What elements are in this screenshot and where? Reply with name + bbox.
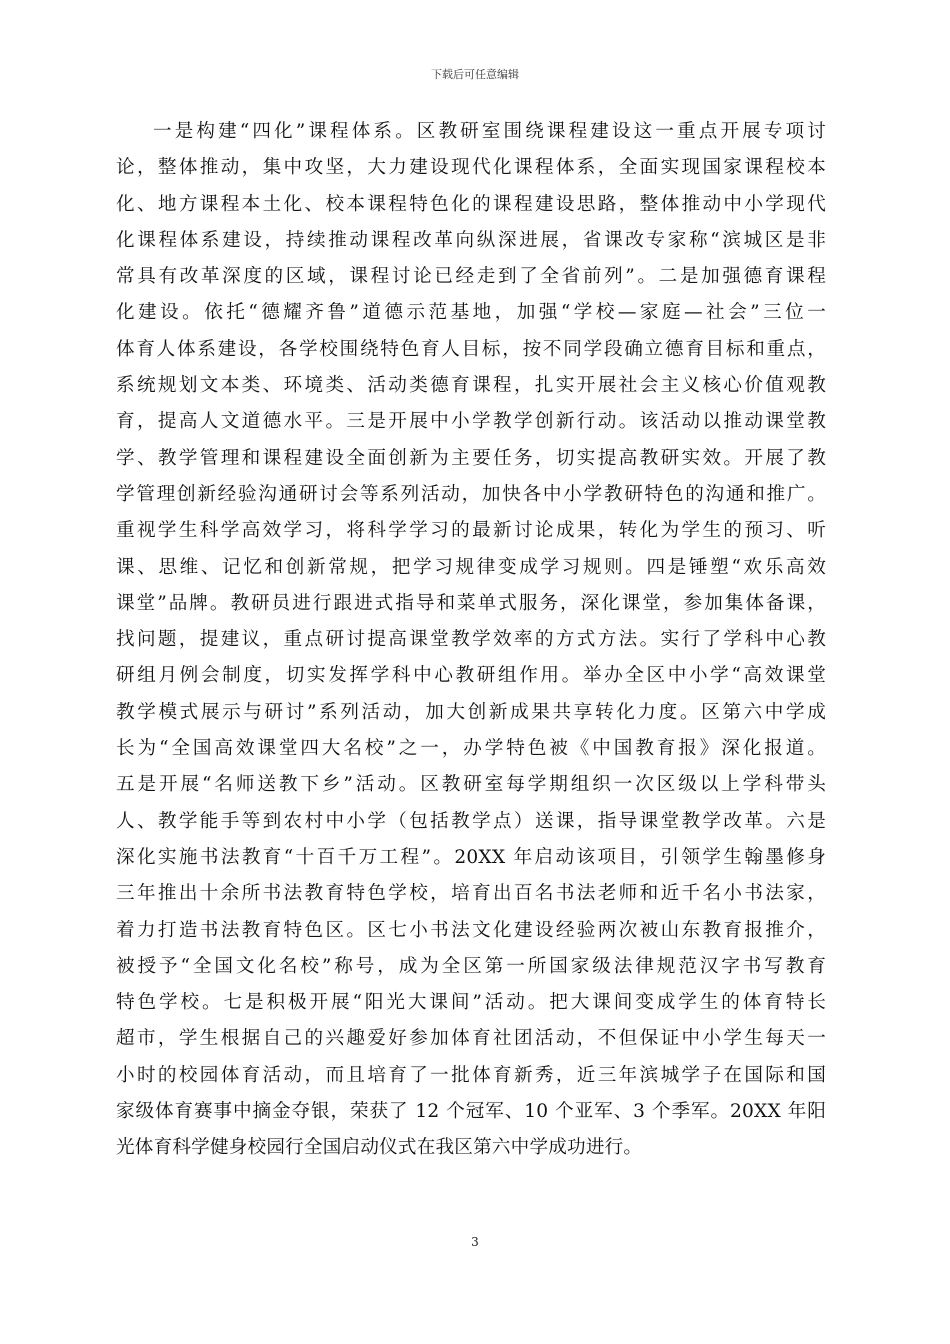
text-line: 光体育科学健身校园行全国启动仪式在我区第六中学成功进行。 bbox=[116, 1137, 643, 1159]
text-line: 五是开展“名师送教下乡”活动。区教研室每学期组织一次区级以上学科带头 bbox=[116, 774, 826, 796]
text-line: 超市，学生根据自己的兴趣爱好参加体育社团活动，不但保证中小学生每天一 bbox=[116, 1028, 826, 1050]
text-line: 找问题，提建议，重点研讨提高课堂教学效率的方式方法。实行了学科中心教 bbox=[116, 629, 826, 651]
text-line: 育，提高人文道德水平。三是开展中小学教学创新行动。该活动以推动课堂教 bbox=[116, 411, 826, 433]
text-line: 深化实施书法教育“十百千万工程”。20XX 年启动该项目，引领学生翰墨修身 bbox=[116, 846, 826, 868]
text-line: 系统规划文本类、环境类、活动类德育课程，扎实开展社会主义核心价值观教 bbox=[116, 375, 826, 397]
text-line: 三年推出十余所书法教育特色学校，培育出百名书法老师和近千名小书法家， bbox=[116, 883, 826, 905]
text-line: 论，整体推动，集中攻坚，大力建设现代化课程体系，全面实现国家课程校本 bbox=[116, 157, 826, 179]
text-line: 重视学生科学高效学习，将科学学习的最新讨论成果，转化为学生的预习、听 bbox=[116, 520, 826, 542]
text-line: 家级体育赛事中摘金夺银，荣获了 12 个冠军、10 个亚军、3 个季军。20XX 年阳 bbox=[116, 1101, 826, 1123]
text-line: 教学模式展示与研讨”系列活动，加大创新成果共享转化力度。区第六中学成 bbox=[116, 701, 826, 723]
page-number: 3 bbox=[471, 1235, 479, 1249]
body-paragraph bbox=[116, 114, 826, 1167]
text-line: 课堂”品牌。教研员进行跟进式指导和菜单式服务，深化课堂，参加集体备课， bbox=[116, 592, 826, 614]
text-line: 课、思维、记忆和创新常规，把学习规律变成学习规则。四是锤塑“欢乐高效 bbox=[116, 556, 826, 578]
text-line: 学、教学管理和课程建设全面创新为主要任务，切实提高教研实效。开展了教 bbox=[116, 447, 826, 469]
text-line: 化建设。依托“德耀齐鲁”道德示范基地，加强“学校—家庭—社会”三位一 bbox=[116, 302, 826, 324]
text-line: 小时的校园体育活动，而且培育了一批体育新秀，近三年滨城学子在国际和国 bbox=[116, 1064, 826, 1086]
text-line: 常具有改革深度的区域，课程讨论已经走到了全省前列”。二是加强德育课程 bbox=[116, 266, 826, 288]
text-line: 学管理创新经验沟通研讨会等系列活动，加快各中小学教研特色的沟通和推广。 bbox=[116, 483, 826, 505]
text-line: 化、地方课程本土化、校本课程特色化的课程建设思路，整体推动中小学现代 bbox=[116, 193, 826, 215]
text-line: 体育人体系建设，各学校围绕特色育人目标，按不同学段确立德育目标和重点， bbox=[116, 338, 826, 360]
text-line: 被授予“全国文化名校”称号，成为全区第一所国家级法律规范汉字书写教育 bbox=[116, 955, 826, 977]
page-header: 下载后可任意编辑 bbox=[431, 68, 519, 81]
text-line: 长为“全国高效课堂四大名校”之一，办学特色被《中国教育报》深化报道。 bbox=[116, 738, 826, 760]
text-line: 一是构建“四化”课程体系。区教研室围绕课程建设这一重点开展专项讨 bbox=[153, 121, 826, 142]
text-line: 特色学校。七是积极开展“阳光大课间”活动。把大课间变成学生的体育特长 bbox=[116, 992, 826, 1014]
text-line: 化课程体系建设，持续推动课程改革向纵深进展，省课改专家称“滨城区是非 bbox=[116, 229, 826, 251]
text-line: 人、教学能手等到农村中小学（包括教学点）送课，指导课堂教学改革。六是 bbox=[116, 810, 826, 832]
text-line: 着力打造书法教育特色区。区七小书法文化建设经验两次被山东教育报推介， bbox=[116, 919, 826, 941]
text-line: 研组月例会制度，切实发挥学科中心教研组作用。举办全区中小学“高效课堂 bbox=[116, 665, 826, 687]
